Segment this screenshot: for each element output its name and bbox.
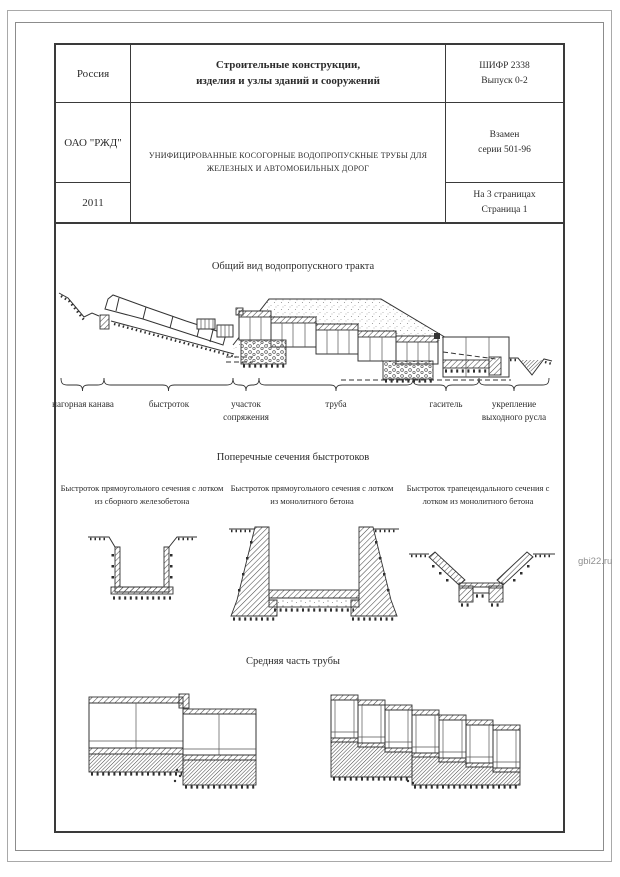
pipe-small-section xyxy=(493,725,520,772)
code-cell xyxy=(446,45,563,103)
watermark: gbi22.ru xyxy=(578,556,613,567)
pages-line1: На 3 страницах xyxy=(473,189,536,200)
title-block-left-column xyxy=(56,45,131,222)
series-title-line1: Строительные конструкции, xyxy=(215,59,361,72)
brace-label-damper: гаситель xyxy=(429,399,463,409)
cross-section-precast-rect xyxy=(88,537,197,598)
technical-drawings xyxy=(56,224,563,829)
pipe-small-section xyxy=(385,705,412,752)
pipe-joint-large-sections xyxy=(89,694,256,787)
general-view-drawing xyxy=(59,293,552,391)
code-line2: Выпуск 0-2 xyxy=(481,75,528,86)
brace-label-outlet-channel: укрепление выходного русла xyxy=(481,399,547,422)
document-title-cell xyxy=(131,103,445,222)
brace-label-upland-ditch: нагорная канава xyxy=(52,399,114,409)
series-title-line2: изделия и узлы зданий и сооружений xyxy=(196,74,380,87)
cross-section-caption-1: Быстроток прямоугольного сечения с лотком из сборного железобетона xyxy=(60,483,224,506)
brace-label-pipe: труба xyxy=(325,399,347,409)
brace-label-chute: быстроток xyxy=(148,399,190,409)
series-title-cell xyxy=(131,45,445,103)
organization-cell: ОАО "РЖД" xyxy=(56,103,130,183)
pages-cell xyxy=(446,183,563,222)
code-line1: ШИФР 2338 xyxy=(479,60,530,71)
title-block-right-column xyxy=(446,45,563,222)
cross-section-caption-2: Быстроток прямоугольного сечения с лотком из монолитного бетона xyxy=(230,483,394,506)
year-cell: 2011 xyxy=(82,196,104,209)
replaces-line1: Взамен xyxy=(489,129,520,140)
pipe-small-section xyxy=(439,715,466,762)
pipe-small-section xyxy=(331,695,358,742)
drawing-sheet-frame xyxy=(54,43,565,833)
cross-sections-title: Поперечные сечения быстротоков xyxy=(216,452,370,463)
pipe-small-section xyxy=(466,720,493,767)
document-title: УНИФИЦИРОВАННЫЕ КОСОГОРНЫЕ ВОДОПРОПУСКНЫЕ ТРУБЫ ДЛЯ ЖЕЛЕЗНЫХ И АВТОМОБИЛЬНЫХ ДОРОГ xyxy=(148,150,428,173)
sheet-content xyxy=(52,224,563,829)
pipe-small-section xyxy=(358,700,385,747)
pipe-small-section xyxy=(412,710,439,757)
general-view-title: Общий вид водопропускного тракта xyxy=(211,261,375,272)
title-block-middle-column xyxy=(131,45,446,222)
pages-line2: Страница 1 xyxy=(481,204,528,215)
title-block-table xyxy=(56,45,563,224)
middle-part-title: Средняя часть трубы xyxy=(246,656,340,667)
stilling-basin xyxy=(443,337,509,377)
replaces-line2: серии 501-96 xyxy=(478,144,531,155)
section-braces xyxy=(61,378,549,391)
brace-label-transition: участок сопряжения xyxy=(223,399,269,422)
pipe-joint-stepped-sections xyxy=(331,695,520,787)
cross-section-monolithic-rect xyxy=(229,527,399,619)
country-cell: Россия xyxy=(56,45,130,103)
cross-section-caption-3: Быстроток трапецеидального сечения с лотком из монолитного бетона xyxy=(406,483,550,506)
replaces-cell xyxy=(446,103,563,183)
cross-section-trapezoidal xyxy=(409,552,555,605)
